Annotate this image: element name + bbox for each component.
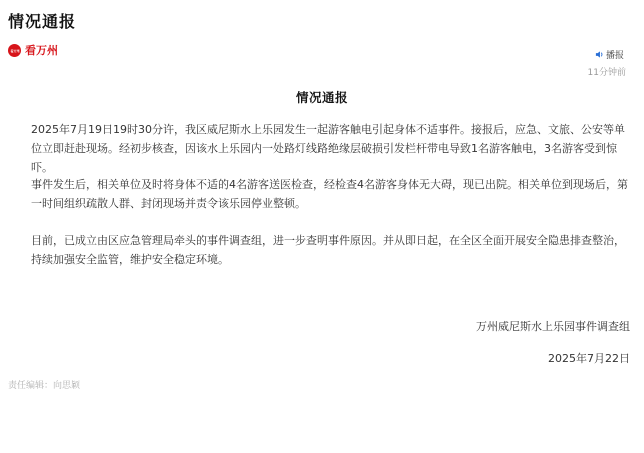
article-paragraph: 目前，已成立由区应急管理局牵头的事件调查组，进一步查明事件原因。并从即日起，在全区全面开展安全隐患排查整治，持续加强安全监管，维护安全稳定环境。 (31, 234, 625, 266)
article-title: 情况通报 (295, 90, 348, 105)
source-logo (8, 44, 21, 57)
listen-label: 播报 (605, 51, 624, 61)
article-paragraph: 2025年7月19日19时30分许，我区威尼斯水上乐园发生一起游客触电引起身体不适事件。接报后，应急、文旅、公安等单位立即赶赴现场。经初步核查，因该水上乐园内一处路灯线路绝缘层破损引发栏杆带电导致1名游客触电，3名游客受到惊吓。 (31, 123, 625, 174)
speaker-icon (595, 50, 604, 59)
source-info[interactable] (8, 42, 58, 58)
source-logo-text: 看万州 (10, 48, 20, 53)
article-date: 2025年7月22日 (548, 352, 630, 365)
page-title: 情况通报 (8, 12, 77, 31)
source-name[interactable]: 看万州 (25, 44, 58, 57)
article-signature: 万州威尼斯水上乐园事件调查组 (476, 320, 630, 333)
editor-credit: 责任编辑：向思颖 (8, 381, 81, 391)
listen-button[interactable] (595, 48, 624, 61)
publish-time: 11分钟前 (587, 68, 626, 78)
article-paragraph: 事件发生后，相关单位及时将身体不适的4名游客送医检查，经检查4名游客身体无大碍，现已出院。相关单位到现场后，第一时间组织疏散人群、封闭现场并责令该乐园停业整顿。 (31, 178, 628, 210)
